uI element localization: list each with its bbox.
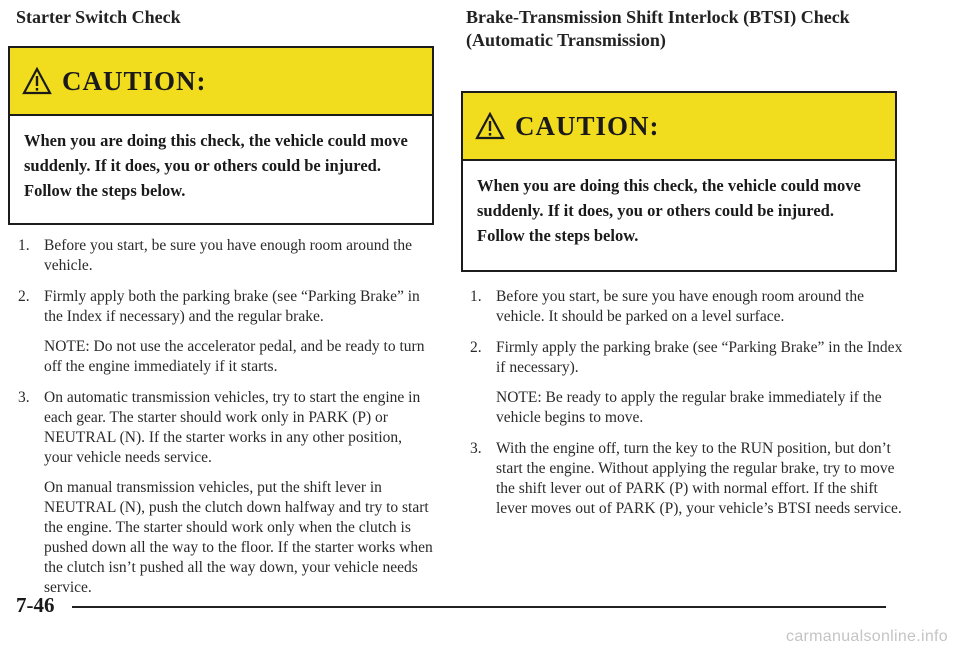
list-item <box>466 439 906 519</box>
step-text: On manual transmission vehicles, put the shift lever in NEUTRAL (N), push the clutch down halfway and try to start the engine. The starter should work only when the clutch is pushed down all the way to the floor. If the starter works when the clutch isn’t pushed all the way down, your vehicle needs service. <box>44 479 433 596</box>
step-number: 3. <box>18 389 30 406</box>
list-item <box>14 287 434 377</box>
step-text: On automatic transmission vehicles, try to start the engine in each gear. The starter should work only in PARK (P) or NEUTRAL (N). If the starter works in any other position, your vehicle needs service. <box>44 389 421 466</box>
step-text: With the engine off, turn the key to the RUN position, but don’t start the engine. Without applying the regular brake, try to move the shift lever out of PARK (P) with normal effort. If the shift lever moves out of PARK (P), your vehicle’s BTSI needs service. <box>496 440 902 517</box>
warning-triangle-icon <box>22 67 52 95</box>
steps-list <box>466 287 906 530</box>
warning-triangle-icon <box>475 112 505 140</box>
step-number: 1. <box>18 237 30 254</box>
section-title-btsi-check: Brake-Transmission Shift Interlock (BTSI) Check (Automatic Transmission) <box>466 7 850 50</box>
step-number: 2. <box>470 339 482 356</box>
list-item <box>14 236 434 276</box>
list-item <box>14 388 434 598</box>
caution-text: When you are doing this check, the vehicle could move suddenly. If it does, you or others could be injured. Follow the steps below. <box>477 176 861 245</box>
step-note: NOTE: Do not use the accelerator pedal, and be ready to turn off the engine immediately if it starts. <box>44 338 425 375</box>
step-note: NOTE: Be ready to apply the regular brake immediately if the vehicle begins to move. <box>496 389 882 426</box>
list-item <box>466 338 906 428</box>
list-item <box>466 287 906 327</box>
caution-header <box>463 93 895 161</box>
step-text: Firmly apply the parking brake (see “Parking Brake” in the Index if necessary). <box>496 339 903 376</box>
step-text: Before you start, be sure you have enough room around the vehicle. It should be parked on a level surface. <box>496 288 865 325</box>
steps-list <box>14 236 434 609</box>
step-text: Firmly apply both the parking brake (see “Parking Brake” in the Index if necessary) and the regular brake. <box>44 288 420 325</box>
step-number: 2. <box>18 288 30 305</box>
caution-title: CAUTION: <box>515 110 660 141</box>
page-number: 7-46 <box>16 593 55 617</box>
section-title-starter-switch-check: Starter Switch Check <box>16 7 181 27</box>
caution-box <box>461 91 897 272</box>
caution-title: CAUTION: <box>62 65 207 96</box>
step-text: Before you start, be sure you have enough room around the vehicle. <box>44 237 413 274</box>
step-number: 1. <box>470 288 482 305</box>
watermark[interactable]: carmanualsonline.info <box>786 628 948 645</box>
footer-rule <box>72 606 886 608</box>
step-number: 3. <box>470 440 482 457</box>
caution-text: When you are doing this check, the vehicle could move suddenly. If it does, you or others could be injured. Follow the steps below. <box>24 131 408 200</box>
caution-box <box>8 46 434 225</box>
caution-header <box>10 48 432 116</box>
